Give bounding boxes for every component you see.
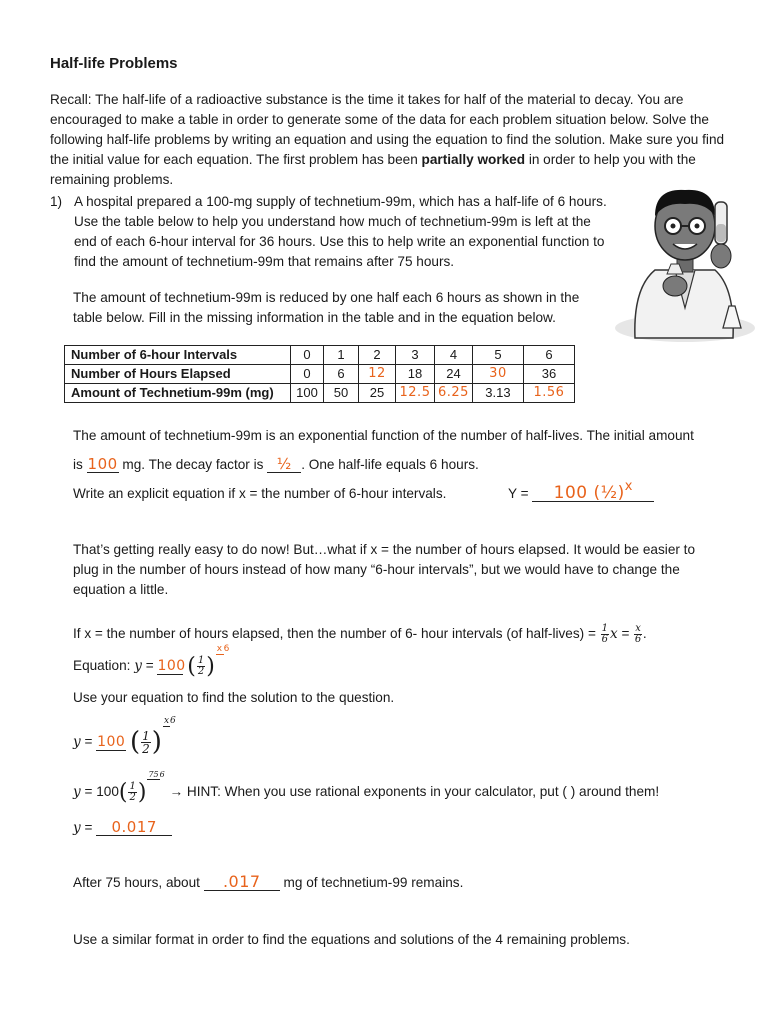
intro-end: in order to help you with the remaining problems. [50, 152, 696, 187]
intro-paragraph [50, 90, 730, 190]
table-intro: The amount of technetium-99m is reduced by one half each 6 hours as shown in the table below. Fill in the missing information in the table and in the equation below. [73, 290, 580, 325]
intro-text: Recall: The half-life of a radioactive substance is the time it takes for half of the material to decay. You are encouraged to make a table in order to generate some of the data for each problem situation below. Solve the following half-life problems by writing an equation and using the equation to find the solution. Make sure you find the initial value for each equation. The first problem has been [50, 92, 725, 167]
calculator-hint: → HINT: When you use rational exponents in your calculator, put ( ) around them! [169, 784, 660, 800]
table-cell: 12 [359, 365, 396, 384]
conclusion-post: mg of technetium-99 remains. [283, 875, 464, 890]
step1-y: y [73, 734, 81, 751]
row-header: Amount of Technetium-99m (mg) [65, 384, 291, 403]
table-cell: 6 [324, 365, 359, 384]
step1-base: ( $\frac{1}{2}$ ) [129, 726, 162, 757]
table-row [65, 365, 575, 384]
half-life-text: . One half-life equals 6 hours. [301, 457, 479, 472]
table-cell: 30 [472, 365, 523, 384]
table-cell: 24 [435, 365, 473, 384]
closing-instruction: Use a similar format in order to find the equations and solutions of the 4 remaining problems. [73, 932, 630, 947]
step1-answer: 100 [97, 734, 126, 751]
table-cell: 36 [523, 365, 574, 384]
step2-exponent: 756 [148, 770, 165, 779]
problem-number: 1) [50, 194, 63, 209]
table-cell: 25 [359, 384, 396, 403]
table-cell: 12.5 [396, 384, 435, 403]
table-cell: 4 [435, 346, 473, 365]
conclusion-line [73, 873, 463, 893]
result-y: y [73, 820, 81, 836]
is-text: is [73, 457, 83, 472]
table-cell: 2 [359, 346, 396, 365]
step2-base: ( $\frac{1}{2}$ ) [118, 779, 147, 805]
step1-equals: = [84, 734, 93, 750]
equation-equals: = [145, 658, 154, 674]
equals-sign: = [621, 626, 630, 642]
x-over-six-fraction: $\frac{x}{6}$ [634, 623, 642, 645]
step2-y: y [73, 784, 81, 801]
intervals-text: If x = the number of hours elapsed, then the number of 6- hour intervals (of half-lives) = [73, 626, 596, 642]
table-cell: 6.25 [435, 384, 473, 403]
step2-coefficient: 100 [96, 784, 119, 800]
technetium-table [64, 345, 575, 403]
table-cell: 50 [324, 384, 359, 403]
half-base: ( $\frac{1}{2}$ ) [187, 653, 215, 679]
explicit-answer-base: 100 (½) [553, 483, 625, 503]
explicit-equation [508, 479, 654, 504]
decay-factor-answer: ½ [267, 456, 301, 473]
result-answer: 0.017 [96, 819, 172, 836]
one-sixth-fraction: $\frac{1}{6}$ [601, 623, 609, 645]
table-row [65, 384, 575, 403]
table-cell: 1 [324, 346, 359, 365]
use-equation-text: Use your equation to find the solution to the question. [73, 690, 395, 705]
row-header: Number of Hours Elapsed [65, 365, 291, 384]
equation-answer: 100 [157, 658, 186, 675]
initial-amount-answer: 100 [87, 455, 118, 473]
explicit-answer [532, 479, 654, 503]
equation-label: Equation: [73, 658, 131, 674]
hours-paragraph: That’s getting really easy to do now! But…what if x = the number of hours elapsed. It would be easier to plug in the number of hours instead of how many “6-hour intervals”, but we would have to change the equation a little. [73, 542, 696, 597]
conclusion-pre: After 75 hours, about [73, 875, 200, 890]
intervals-line: If x = the number of hours elapsed, then the number of 6- hour intervals (of half-lives) = $\frac{1}{6}$ x = $\frac{x}{6}$ . [73, 623, 647, 645]
equation-line [73, 644, 231, 679]
result-equals: = [84, 820, 93, 835]
step2-equals: = [84, 784, 93, 800]
table-cell: 1.56 [523, 384, 574, 403]
step1-exponent: x6 [163, 716, 176, 726]
table-cell: 100 [291, 384, 324, 403]
exp-statement: The amount of technetium-99m is an exponential function of the number of half-lives. The initial amount [73, 428, 694, 443]
step-2 [73, 770, 660, 805]
explicit-prompt: Write an explicit equation if x = the number of 6-hour intervals. [73, 486, 447, 501]
table-cell: 6 [523, 346, 574, 365]
table-row [65, 346, 575, 365]
table-cell: 0 [291, 346, 324, 365]
scientist-illustration [605, 178, 755, 343]
table-cell: 0 [291, 365, 324, 384]
intro-bold: partially worked [421, 152, 526, 167]
row-header: Number of 6-hour Intervals [65, 346, 291, 365]
step-1 [73, 716, 177, 757]
table-cell: 18 [396, 365, 435, 384]
x-var: x [610, 626, 618, 643]
result-line [73, 818, 172, 838]
explicit-answer-exponent: x [624, 479, 633, 494]
mg-text: mg. The decay factor is [122, 457, 264, 472]
table-cell: 5 [472, 346, 523, 365]
conclusion-answer: .017 [204, 874, 280, 891]
y-label: Y = [508, 486, 529, 501]
page-title: Half-life Problems [50, 55, 178, 72]
problem-text: A hospital prepared a 100-mg supply of technetium-99m, which has a half-life of 6 hours. Use the table below to help you understand how much of technetium-99m is left at the end of each 6-hour interval for 36 hours. Use this to help write an exponential function to find the amount of technetium-99m that remains after 75 hours. [74, 194, 607, 269]
initial-amount-line [73, 455, 479, 475]
equation-exponent: x6 [216, 644, 230, 654]
table-cell: 3 [396, 346, 435, 365]
y-variable: y [134, 658, 142, 675]
table-cell: 3.13 [472, 384, 523, 403]
